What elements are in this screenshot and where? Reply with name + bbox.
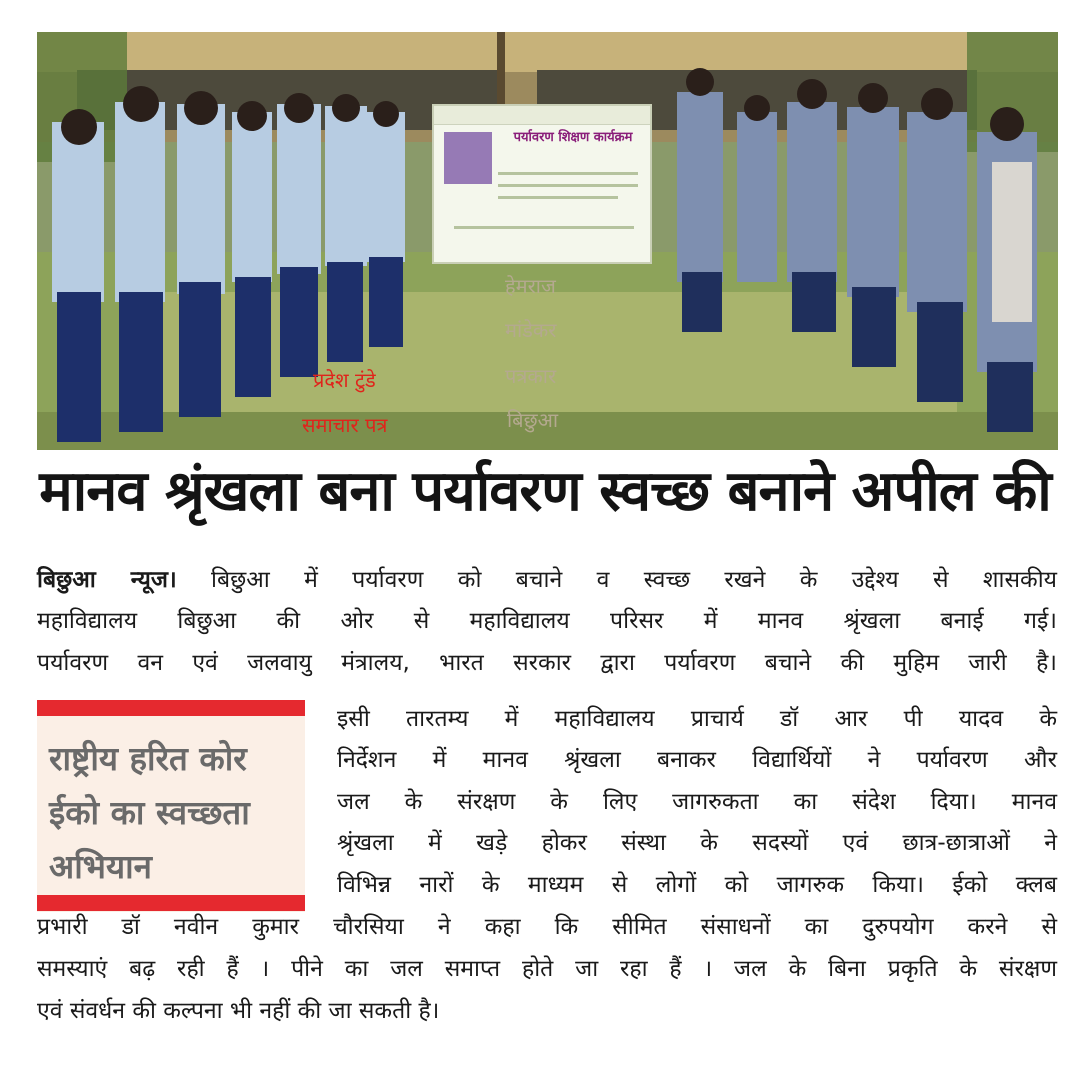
banner-text-line: [498, 184, 638, 187]
photo-credit-line3: हेमराज: [505, 274, 556, 298]
event-banner: [432, 104, 652, 264]
photo-credit-line5: पत्रकार: [505, 364, 557, 388]
photo-credit-line6: बिछुआ: [507, 408, 559, 432]
article-line: श्रृंखला में खड़े होकर संस्था के सदस्यों एवं छात्र-छात्राओं ने: [337, 830, 1057, 856]
sidebar-box: [37, 700, 305, 912]
sidebar-title-line: राष्ट्रीय हरित कोर: [49, 739, 247, 778]
article-line: विभिन्न नारों के माध्यम से लोगों को जागरुक किया। ईको क्लब: [337, 872, 1057, 898]
news-photo: [37, 32, 1058, 450]
article-line: इसी तारतम्य में महाविद्यालय प्राचार्य डॉ आर पी यादव के: [337, 706, 1057, 732]
banner-logo-strip: [434, 106, 650, 125]
article-line-last: एवं संवर्धन की कल्पना भी नहीं की जा सकती है।: [37, 998, 440, 1024]
article-line: पर्यावरण वन एवं जलवायु मंत्रालय, भारत सरकार द्वारा पर्यावरण बचाने की मुहिम जारी है।: [37, 650, 1057, 676]
photo-credit-line2: समाचार पत्र: [302, 413, 388, 437]
sidebar-bottom-bar: [37, 895, 305, 911]
article-dateline: बिछुआ न्यूज।: [37, 567, 177, 593]
sidebar-title: [49, 732, 301, 894]
article-line-text: बिछुआ में पर्यावरण को बचाने व स्वच्छ रखने के उद्देश्य से शासकीय: [176, 567, 1057, 593]
sidebar-title-line: ईको का स्वच्छता: [49, 793, 250, 832]
article-line: महाविद्यालय बिछुआ की ओर से महाविद्यालय परिसर में मानव श्रृंखला बनाई गई।: [37, 608, 1057, 634]
banner-text-line: [454, 226, 634, 229]
photo-credit-line4: मांडेकर: [505, 318, 557, 342]
sidebar-title-line: अभियान: [49, 847, 152, 886]
article-line: निर्देशन में मानव श्रृंखला बनाकर विद्यार्थियों ने पर्यावरण और: [337, 747, 1057, 773]
article-line: जल के संरक्षण के लिए जागरुकता का संदेश दिया। मानव: [337, 789, 1057, 815]
banner-text-line: [498, 196, 618, 199]
article-line: [37, 565, 1057, 595]
banner-title: पर्यावरण शिक्षण कार्यक्रम: [513, 130, 633, 145]
banner-image: [444, 132, 492, 184]
photo-credit-line1: प्रदेश टुंडे: [313, 368, 376, 392]
headline: मानव श्रृंखला बना पर्यावरण स्वच्छ बनाने अपील की: [39, 459, 1051, 524]
article-line: समस्याएं बढ़ रही हैं । पीने का जल समाप्त होते जा रहा हैं । जल के बिना प्रकृति के संरक्षण: [37, 956, 1057, 982]
article-line: प्रभारी डॉ नवीन कुमार चौरसिया ने कहा कि सीमित संसाधनों का दुरुपयोग करने से: [37, 914, 1057, 940]
banner-text-line: [498, 172, 638, 175]
sidebar-top-bar: [37, 700, 305, 716]
